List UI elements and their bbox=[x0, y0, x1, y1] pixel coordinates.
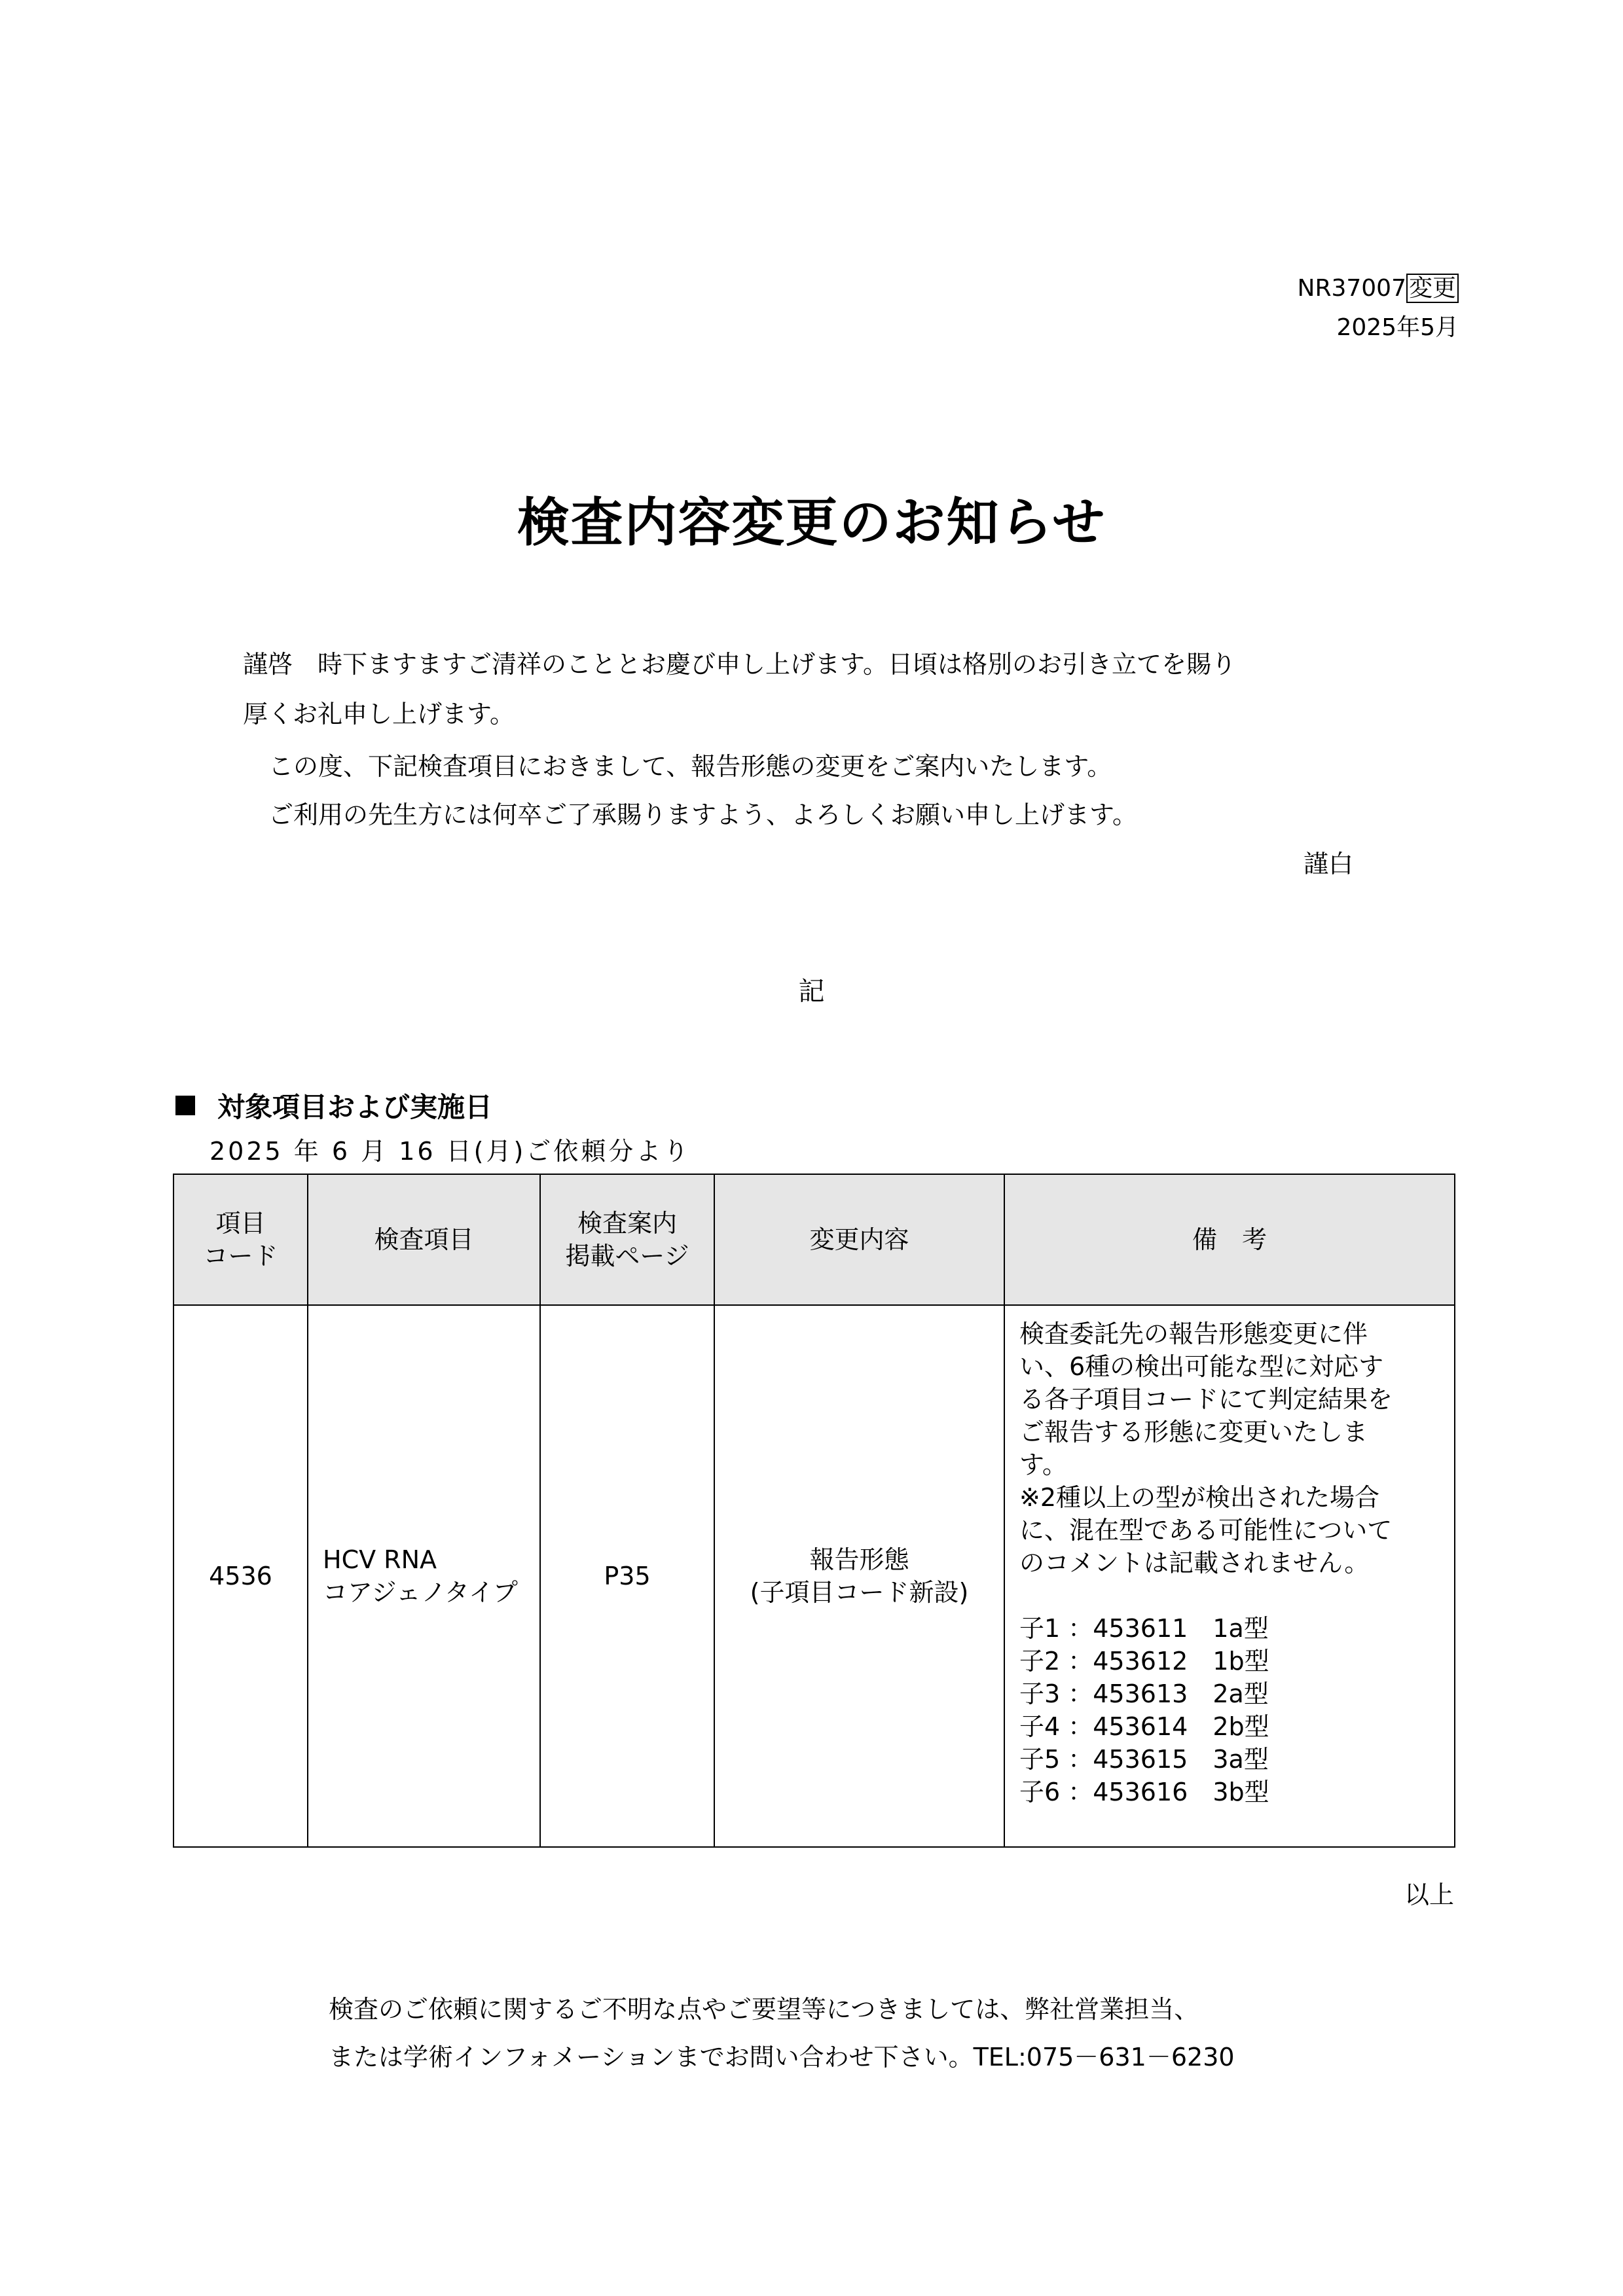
closing-word: 謹白 bbox=[1303, 850, 1353, 878]
header-code: 項目 コード bbox=[173, 1174, 308, 1305]
child-code-line: 子3 ：453613 2a型 bbox=[1019, 1679, 1269, 1708]
footer-contact-line-1: 検査のご依頼に関するご不明な点やご要望等につきましては、弊社営業担当、 bbox=[329, 1995, 1199, 2024]
header-page: 検査案内 掲載ページ bbox=[540, 1174, 714, 1305]
document-code-number: NR37007 bbox=[1297, 275, 1406, 302]
remarks-line: ご報告する形態に変更いたしま bbox=[1019, 1418, 1368, 1446]
request-line: ご利用の先生方には何卒ご了承賜りますよう、よろしくお願い申し上げます。 bbox=[268, 800, 1137, 829]
square-bullet-icon bbox=[175, 1096, 195, 1115]
cell-item: HCV RNA コアジェノタイプ bbox=[308, 1305, 540, 1847]
document-code bbox=[1298, 274, 1459, 304]
cell-code: 4536 bbox=[173, 1305, 308, 1847]
child-code-line: 子5 ：453615 3a型 bbox=[1019, 1745, 1269, 1774]
footer-contact-line-2: または学術インフォメーションまでお問い合わせ下さい。TEL:075－631－6230 bbox=[329, 2043, 1235, 2072]
greeting-line-1: 謹啓 時下ますますご清祥のこととお慶び申し上げます。日頃は格別のお引き立てを賜り bbox=[243, 650, 1236, 679]
header-item: 検査項目 bbox=[308, 1174, 540, 1305]
child-code-line: 子4 ：453614 2b型 bbox=[1019, 1712, 1269, 1741]
greeting-line-2: 厚くお礼申し上げます。 bbox=[243, 700, 515, 728]
implementation-date: 2025 年 6 月 16 日(月)ご依頼分より bbox=[210, 1137, 691, 1166]
cell-change: 報告形態 (子項目コード新設) bbox=[714, 1305, 1004, 1847]
ki-mark: 記 bbox=[798, 977, 825, 1007]
child-code-line: 子1 ：453611 1a型 bbox=[1019, 1614, 1269, 1643]
remarks-line: る各子項目コードにて判定結果を bbox=[1019, 1385, 1393, 1414]
page-title: 検査内容変更のお知らせ bbox=[517, 492, 1106, 553]
remarks-line: い、6種の検出可能な型に対応す bbox=[1019, 1352, 1384, 1381]
cell-page: P35 bbox=[540, 1305, 714, 1847]
table-header-row bbox=[173, 1174, 1455, 1305]
remarks-line: のコメントは記載されません。 bbox=[1019, 1549, 1370, 1577]
end-mark: 以上 bbox=[1404, 1880, 1454, 1909]
cell-remarks bbox=[1004, 1305, 1455, 1847]
section-heading bbox=[175, 1090, 492, 1125]
remarks-line: に、混在型である可能性について bbox=[1019, 1516, 1393, 1545]
announcement-line: この度、下記検査項目におきまして、報告形態の変更をご案内いたします。 bbox=[268, 752, 1112, 781]
header-remarks: 備 考 bbox=[1004, 1174, 1455, 1305]
remarks-line: す。 bbox=[1019, 1450, 1067, 1479]
table-row bbox=[173, 1305, 1455, 1847]
child-code-line: 子2 ：453612 1b型 bbox=[1019, 1647, 1269, 1676]
document-date: 2025年5月 bbox=[1336, 314, 1459, 341]
child-code-line: 子6 ：453616 3b型 bbox=[1019, 1778, 1269, 1806]
header-change: 変更内容 bbox=[714, 1174, 1004, 1305]
remarks-line: ※2種以上の型が検出された場合 bbox=[1019, 1483, 1380, 1512]
document-code-tag: 変更 bbox=[1406, 274, 1459, 303]
items-table bbox=[173, 1174, 1455, 1848]
remarks-line: 検査委託先の報告形態変更に伴 bbox=[1019, 1319, 1368, 1348]
section-heading-text: 対象項目および実施日 bbox=[217, 1091, 493, 1123]
spacer bbox=[1019, 1579, 1440, 1612]
